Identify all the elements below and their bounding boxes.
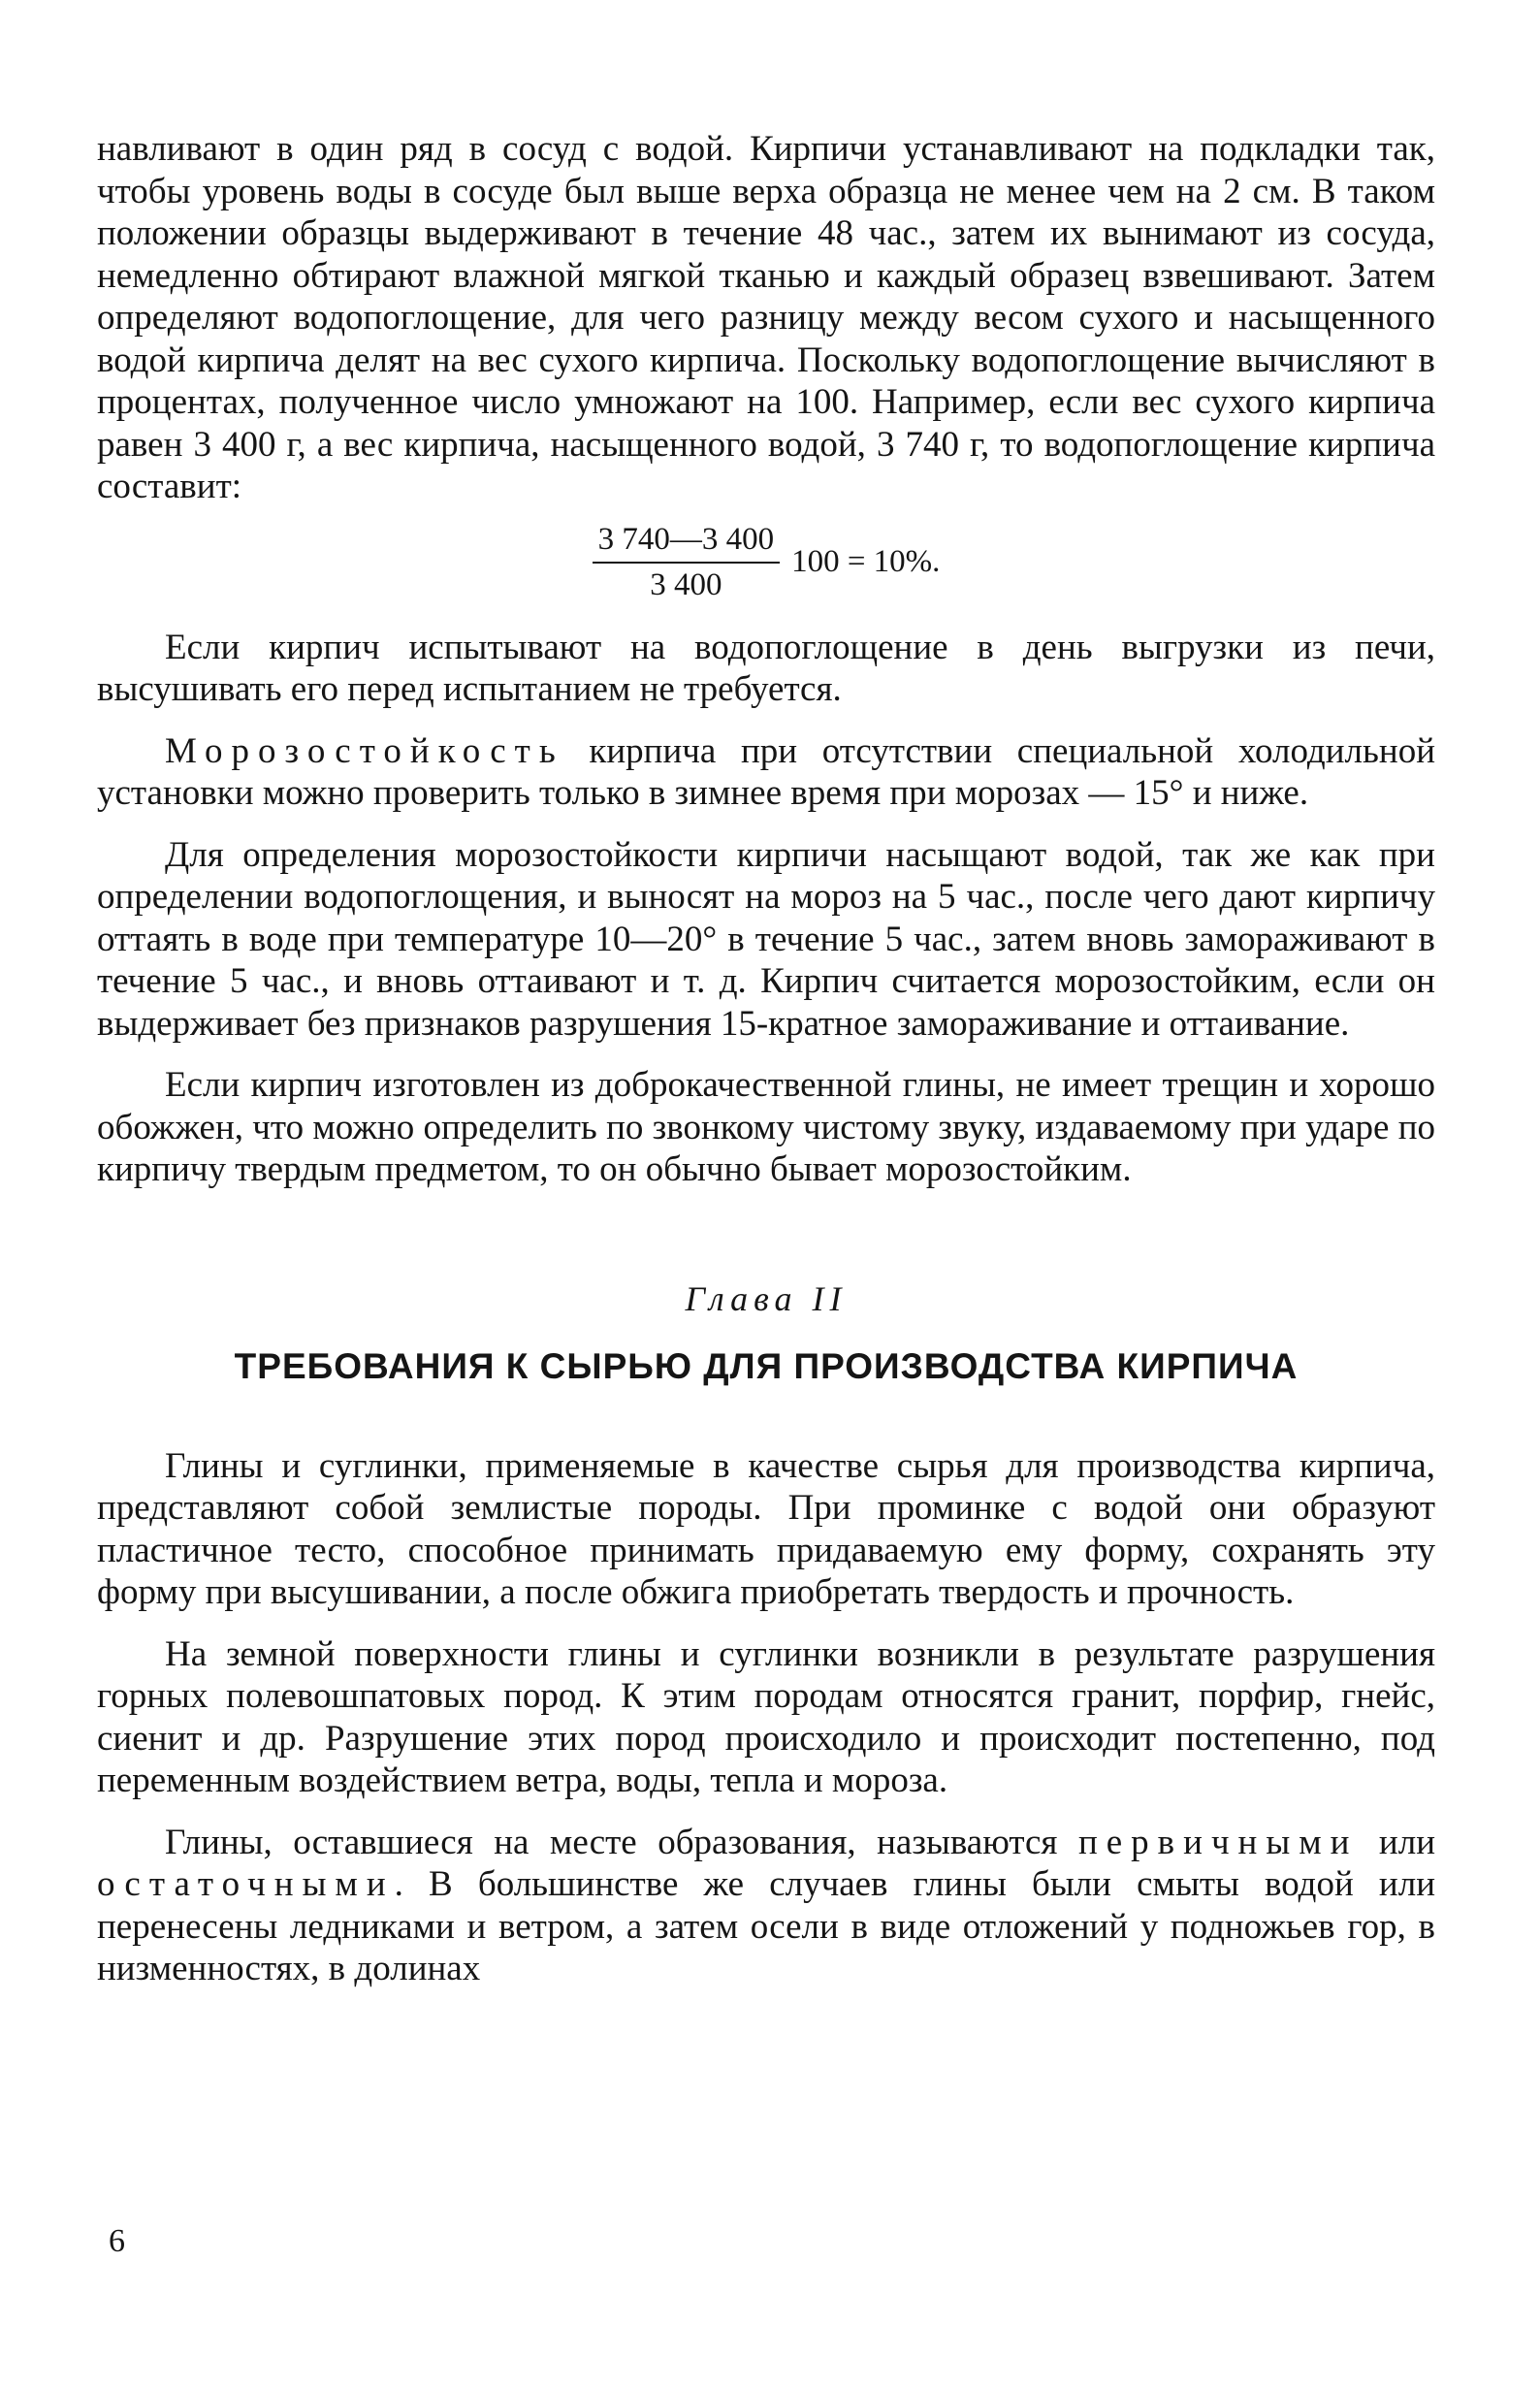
water-absorption-formula bbox=[97, 522, 1435, 603]
term-residual: остаточными bbox=[97, 1864, 395, 1904]
paragraph-continued: навливают в один ряд в сосуд с водой. Кирпичи устанавливают на подкладки так, чтобы уровень воды в сосуде был выше верха образца не менее чем на 2 см. В таком положении образцы выдерживают в течение 48 час., затем их вынимают из сосуда, немедленно обтирают влажной мягкой тканью и каждый образец взвешивают. Затем определяют водопоглощение, для чего разницу между весом сухого и насыщенного водой кирпича делят на вес сухого кирпича. Поскольку водопоглощение вычисляют в процентах, полученное число умножают на 100. Например, если вес сухого кирпича равен 3 400 г, а вес кирпича, насыщенного водой, 3 740 г, то водопоглощение кирпича составит: bbox=[97, 129, 1435, 506]
paragraph-primary-clays bbox=[97, 1822, 1435, 1990]
formula-numerator: 3 740—3 400 bbox=[593, 522, 781, 564]
paragraph-drying-note: Если кирпич испытывают на водопоглощение в день выгрузки из печи, высушивать его перед испытанием не требуется. bbox=[97, 627, 1435, 709]
primary-clays-or: или bbox=[1358, 1822, 1436, 1862]
paragraph-frost-resistance bbox=[97, 730, 1435, 815]
primary-clays-start: Глины, оставшиеся на месте образования, называются bbox=[165, 1822, 1078, 1862]
paragraph-clay-origin: На земной поверхности глины и суглинки возникли в результате разрушения горных полевошпатовых пород. К этим породам относятся гранит, порфир, гнейс, сиенит и др. Разрушение этих пород происходило и происходит постепенно, под переменным воздействием ветра, воды, тепла и мороза. bbox=[97, 1633, 1435, 1800]
paragraph-clays-intro: Глины и суглинки, применяемые в качестве сырья для производства кирпича, представляют собой землистые породы. При проминке с водой они образуют пластичное тесто, способное принимать придаваемую ему форму, сохранять эту форму при высушивании, а после обжига приобретать твердость и прочность. bbox=[97, 1445, 1435, 1612]
paragraph-good-brick: Если кирпич изготовлен из доброкачественной глины, не имеет трещин и хорошо обожжен, что можно определить по звонкому чистому звуку, издаваемому при ударе по кирпичу твердым предметом, то он обычно бывает морозостойким. bbox=[97, 1065, 1435, 1189]
primary-clays-rest: . В большинстве же случаев глины были смыты водой или перенесены ледниками и ветром, а затем осели в виде отложений у подножьев гор, в низменностях, в долинах bbox=[97, 1864, 1435, 1988]
term-primary: первичными bbox=[1077, 1822, 1359, 1862]
formula-denominator: 3 400 bbox=[650, 566, 722, 602]
page-number: 6 bbox=[109, 2223, 125, 2259]
paragraph-frost-test: Для определения морозостойкости кирпичи насыщают водой, так же как при определении водопоглощения, и выносят на мороз на 5 час., после чего дают кирпичу оттаять в воде при температуре 10—20° в течение 5 час., затем вновь замораживают в течение 5 час., и вновь оттаивают и т. д. Кирпич считается морозостойким, если он выдерживает без признаков разрушения 15-кратное замораживание и оттаивание. bbox=[97, 834, 1435, 1044]
chapter-title: ТРЕБОВАНИЯ К СЫРЬЮ ДЛЯ ПРОИЗВОДСТВА КИРПИЧА bbox=[234, 1345, 1299, 1386]
chapter-label: Глава II bbox=[685, 1278, 848, 1318]
frost-resistance-text: кирпича при отсутствии специальной холодильной установки можно проверить только в зимнее время при морозах — 15° и ниже. bbox=[97, 730, 1435, 813]
formula-fraction bbox=[593, 522, 781, 603]
formula-result: 100 = 10%. bbox=[791, 544, 941, 579]
term-frost-resistance: Морозостойкость bbox=[165, 730, 564, 771]
